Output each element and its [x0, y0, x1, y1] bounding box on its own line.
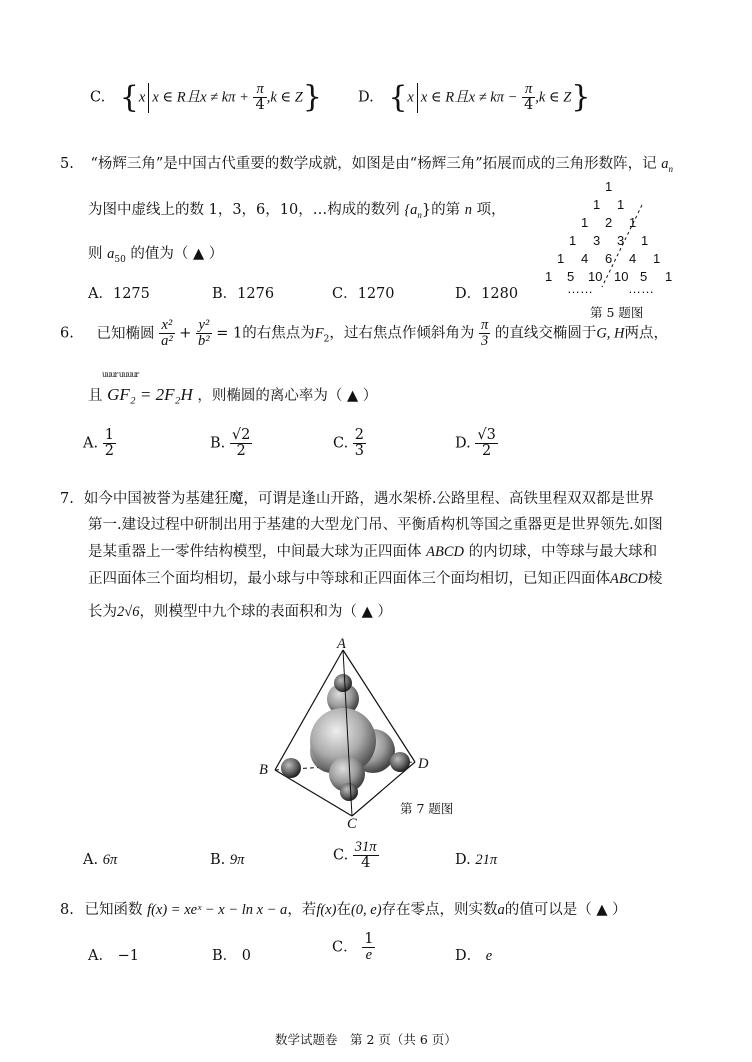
tetrahedron-figure [255, 636, 475, 836]
q5-option-a: A．1275 [88, 286, 150, 302]
q8-option-a: A． −1 [88, 948, 139, 964]
vertex-label-b: B [259, 762, 268, 778]
q7-option-d: D. 21π [455, 852, 498, 868]
q6-vector-marks: uuur uuuur [102, 370, 139, 379]
q7-line1: 7. 如今中国被誉为基建狂魔，可谓是逢山开路，遇水架桥.公路里程、高铁里程双双都是世界 [60, 491, 654, 507]
vertex-label-c: C [347, 816, 357, 832]
q6-option-d: D. $\frac{√3}{2}$ [455, 427, 496, 460]
q5-option-d: D．1280 [455, 286, 519, 302]
q4-option-d: D. {x x ∈ R且x ≠ kπ − $\frac{\pi}{4}$ ,k ∈ Z} [358, 79, 591, 115]
q6-option-a: A. $\frac{1}{2}$ [83, 427, 114, 460]
q8-option-b: B． 0 [212, 948, 251, 964]
figure5-caption: 第 5 题图 [590, 305, 644, 320]
q4-option-c: C. {x x ∈ R且x ≠ kπ + $\frac{\pi}{4}$ ,k ∈ Z} [90, 79, 322, 115]
figure7-caption: 第 7 题图 [400, 801, 454, 816]
q7-option-c: C. $\frac{31\pi}{4}$ [333, 839, 377, 872]
q8-option-c: C． $\frac{1}{e}$ [332, 931, 374, 964]
q5-option-c: C．1270 [332, 286, 395, 302]
q7-line5: 长为2√6，则模型中九个球的表面积和为（ ▲ ） [88, 604, 392, 620]
q7-option-b: B. 9π [210, 852, 245, 868]
q7-line4: 正四面体三个面均相切，最小球与中等球和正四面体三个面均相切，已知正四面体ABCD棱 [88, 571, 663, 587]
yanghui-triangle-figure: 1 1 1 1 2 1 1 3 3 1 1 4 6 4 1 1 5 10 10 5 1 …… …… 第 5 题图 [530, 175, 690, 325]
vertex-label-d: D [418, 756, 429, 772]
q5-line2: 为图中虚线上的数 1，3，6，10，…构成的数列 $\{a_n\}$的第 n 项， [88, 202, 506, 220]
q8-option-d: D． e [455, 948, 493, 964]
q8-line1: 8. 已知函数 f(x) = xeˣ − x − ln x − a，若f(x)在(0, e)存在零点，则实数a的值可以是（ ▲ ） [60, 902, 627, 918]
q7-line2: 第一.建设过程中研制出用于基建的大型龙门吊、平衡盾构机等国之重器更是世界领先.如图 [88, 517, 663, 533]
q5-line1: 5. “杨辉三角”是中国古代重要的数学成就，如图是由“杨辉三角”拓展而成的三角形数阵，记 $a_n$ [60, 156, 673, 174]
q6-option-b: B. $\frac{√2}{2}$ [210, 427, 251, 460]
page-footer: 数学试题卷 第 2 页（共 6 页） [275, 1032, 457, 1047]
q5-option-b: B．1276 [212, 286, 275, 302]
q7-option-a: A. 6π [83, 852, 118, 868]
q7-line3: 是某重器上一零件结构模型，中间最大球为正四面体 ABCD 的内切球，中等球与最大球和 [88, 544, 658, 560]
vertex-label-a: A [337, 636, 346, 652]
q6-line2: 且 GF₂ = 2F₂H ，则椭圆的离心率为（ ▲ ） [88, 385, 378, 404]
q5-line3: 则 $a_{50}$ 的值为（ ▲ ） [88, 246, 224, 265]
q6-option-c: C. $\frac{2}{3}$ [333, 427, 365, 460]
q6-line1: 6. 已知椭圆 $\frac{\text{x²}}{\text{a²}}$ + $\frac{\text{y²}}{\text{b²}}$ = 1的右焦点为$F_2$，过右焦点作倾斜角为 $\frac{\pi}{3}$ 的直线交椭圆于G, H两点， [60, 317, 669, 350]
